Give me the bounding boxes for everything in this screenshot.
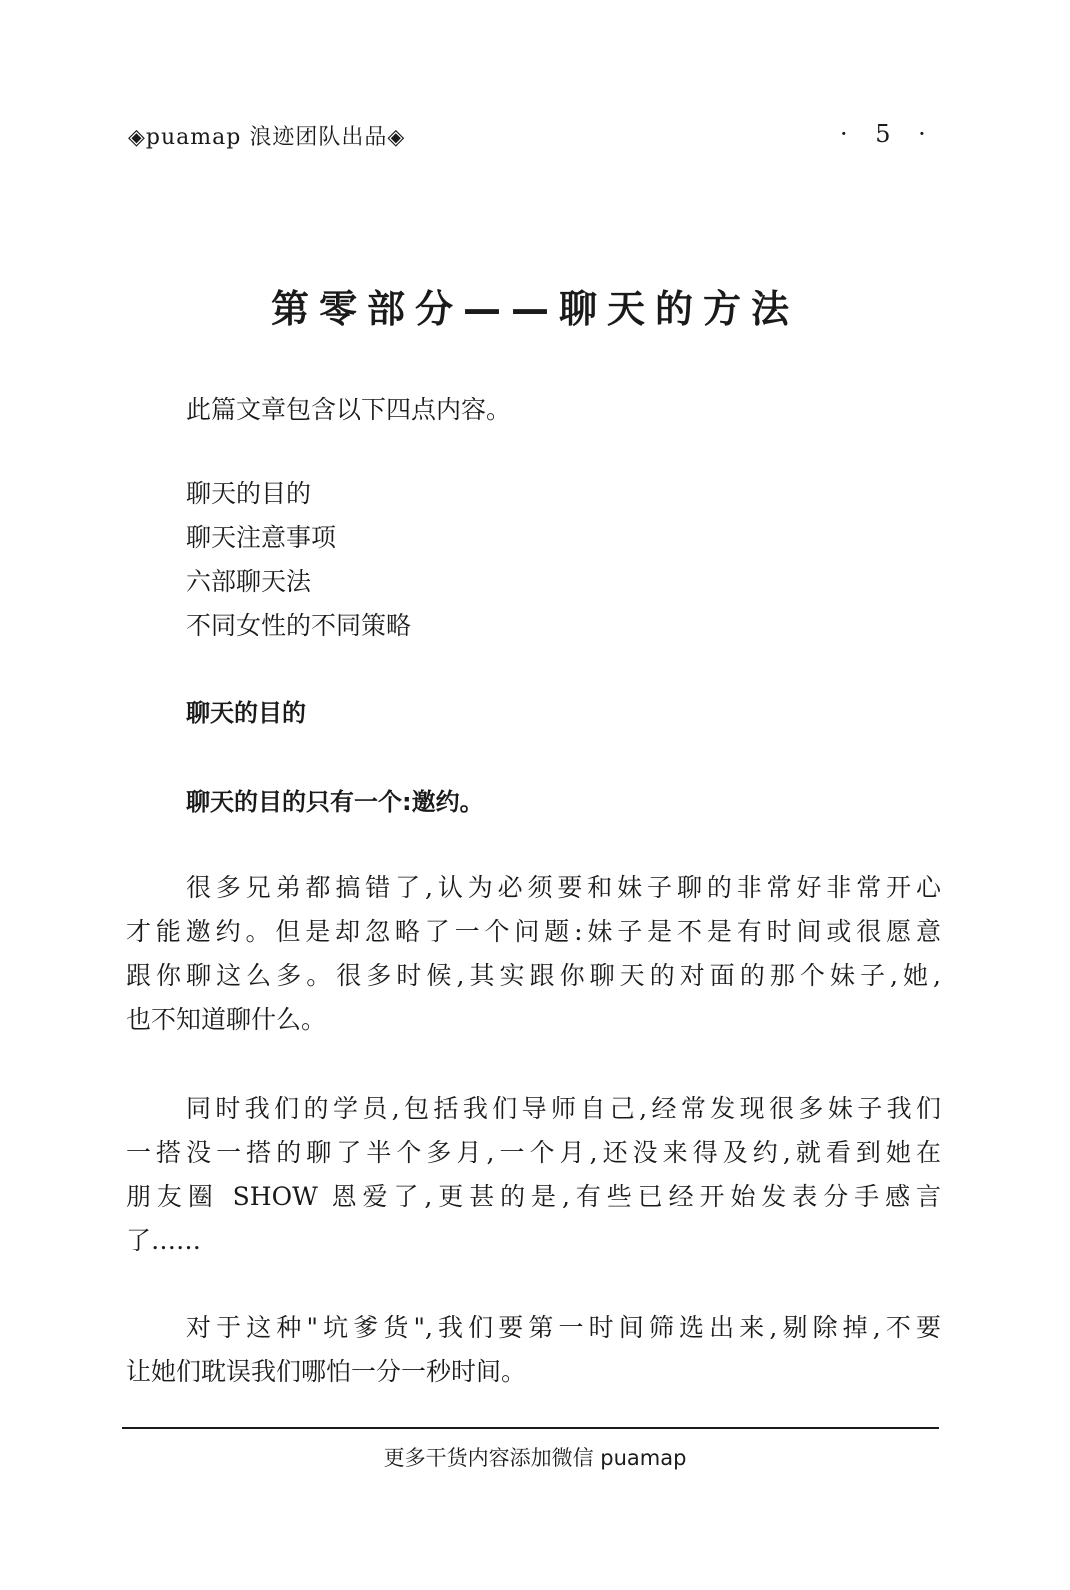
- footer-divider: [122, 1427, 939, 1429]
- paragraph-2: [126, 1094, 941, 1270]
- paragraph-line: 朋友圈 SHOW 恩爱了,更甚的是,有些已经开始发表分手感言: [126, 1182, 941, 1211]
- paragraph-line: 很多兄弟都搞错了,认为必须要和妹子聊的非常好非常开心: [186, 873, 941, 902]
- section-heading: 聊天的目的: [186, 699, 306, 727]
- paragraph-line: 让她们耽误我们哪怕一分一秒时间。: [126, 1357, 527, 1386]
- chapter-title: 第零部分——聊天的方法: [270, 287, 799, 331]
- running-header: ◈puamap 浪迹团队出品◈: [128, 125, 406, 150]
- contents-item: 聊天的目的: [186, 479, 312, 508]
- paragraph-3: [126, 1313, 941, 1401]
- contents-item: 聊天注意事项: [186, 523, 337, 552]
- paragraph-line: 了……: [126, 1226, 202, 1255]
- paragraph-line: 同时我们的学员,包括我们导师自己,经常发现很多妹子我们: [186, 1094, 941, 1123]
- key-statement: 聊天的目的只有一个:邀约。: [186, 788, 484, 816]
- footer-text: 更多干货内容添加微信 puamap: [383, 1446, 687, 1470]
- paragraph-line: 也不知道聊什么。: [126, 1005, 327, 1034]
- intro-text: 此篇文章包含以下四点内容。: [186, 395, 512, 424]
- paragraph-line: 一搭没一搭的聊了半个多月,一个月,还没来得及约,就看到她在: [126, 1138, 941, 1167]
- paragraph-1: [126, 873, 941, 1049]
- paragraph-line: 跟你聊这么多。很多时候,其实跟你聊天的对面的那个妹子,她,: [126, 961, 941, 990]
- contents-item: 不同女性的不同策略: [186, 611, 412, 640]
- paragraph-line: 才能邀约。但是却忽略了一个问题:妹子是不是有时间或很愿意: [126, 917, 941, 946]
- page-number: · 5 ·: [840, 120, 936, 148]
- paragraph-line: 对于这种"坑爹货",我们要第一时间筛选出来,剔除掉,不要: [186, 1313, 941, 1342]
- contents-list: [186, 479, 411, 655]
- contents-item: 六部聊天法: [186, 567, 312, 596]
